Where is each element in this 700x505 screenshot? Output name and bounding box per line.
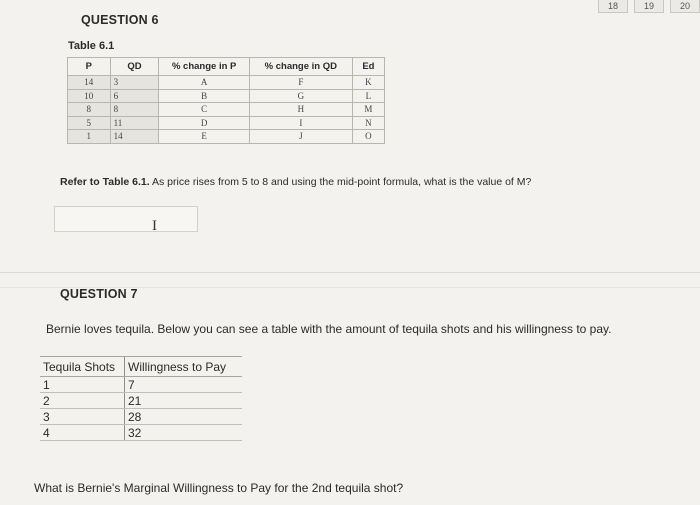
- table-cell: J: [249, 130, 352, 144]
- table-row: [40, 377, 242, 393]
- table-cell: 1: [68, 130, 111, 144]
- table-row: [68, 89, 385, 103]
- table-row: [68, 116, 385, 130]
- table-cell: 8: [110, 103, 159, 117]
- table-cell: B: [159, 89, 249, 103]
- table-cell: K: [352, 76, 384, 90]
- question-7-prompt: Bernie loves tequila. Below you can see a table with the amount of tequila shots and his willingness to pay.: [46, 322, 612, 336]
- page-tab-20[interactable]: 20: [670, 0, 700, 13]
- table-row: [68, 103, 385, 117]
- table-cell: O: [352, 130, 384, 144]
- table-reference: Refer to Table 6.1.: [60, 176, 150, 188]
- question-6-text: As price rises from 5 to 8 and using the mid-point formula, what is the value of M?: [149, 176, 532, 188]
- table-header-row: [68, 58, 385, 76]
- table-cell: F: [249, 76, 352, 90]
- table-cell: 10: [68, 89, 111, 103]
- tequila-table: [40, 356, 242, 441]
- table-cell: D: [159, 116, 249, 130]
- table-cell: M: [352, 103, 384, 117]
- header-tequila-shots: Tequila Shots: [40, 357, 125, 377]
- question-6-answer-input[interactable]: [54, 206, 198, 232]
- header-p: P: [68, 58, 111, 76]
- question-6-heading: QUESTION 6: [81, 13, 159, 27]
- table-cell: N: [352, 116, 384, 130]
- table-cell: L: [352, 89, 384, 103]
- page-tab-19[interactable]: 19: [634, 0, 664, 13]
- table-cell: 32: [125, 425, 243, 441]
- table-cell: 28: [125, 409, 243, 425]
- table-cell: 21: [125, 393, 243, 409]
- table-cell: 11: [110, 116, 159, 130]
- table-6-1-caption: Table 6.1: [68, 40, 115, 52]
- table-cell: E: [159, 130, 249, 144]
- table-cell: 3: [40, 409, 125, 425]
- question-7-question: What is Bernie's Marginal Willingness to Pay for the 2nd tequila shot?: [34, 481, 404, 495]
- table-cell: G: [249, 89, 352, 103]
- table-header-row: [40, 357, 242, 377]
- text-cursor-icon: I: [152, 218, 157, 234]
- question-divider: [0, 272, 700, 273]
- header-qd: QD: [110, 58, 159, 76]
- table-row: [40, 393, 242, 409]
- table-cell: 7: [125, 377, 243, 393]
- table-cell: 8: [68, 103, 111, 117]
- header-pct-change-qd: % change in QD: [249, 58, 352, 76]
- header-willingness-to-pay: Willingness to Pay: [125, 357, 243, 377]
- table-row: [40, 409, 242, 425]
- table-cell: H: [249, 103, 352, 117]
- table-cell: 6: [110, 89, 159, 103]
- table-cell: I: [249, 116, 352, 130]
- table-6-1: [67, 57, 385, 144]
- table-cell: 3: [110, 76, 159, 90]
- header-pct-change-p: % change in P: [159, 58, 249, 76]
- question-6-prompt: [60, 176, 531, 188]
- table-cell: 2: [40, 393, 125, 409]
- table-cell: 14: [110, 130, 159, 144]
- table-cell: C: [159, 103, 249, 117]
- header-ed: Ed: [352, 58, 384, 76]
- table-cell: 4: [40, 425, 125, 441]
- table-row: [68, 130, 385, 144]
- table-cell: 1: [40, 377, 125, 393]
- page-navigation: [592, 0, 700, 13]
- page-tab-18[interactable]: 18: [598, 0, 628, 13]
- table-cell: A: [159, 76, 249, 90]
- table-cell: 14: [68, 76, 111, 90]
- table-row: [68, 76, 385, 90]
- table-row: [40, 425, 242, 441]
- table-cell: 5: [68, 116, 111, 130]
- question-7-heading: QUESTION 7: [60, 287, 138, 301]
